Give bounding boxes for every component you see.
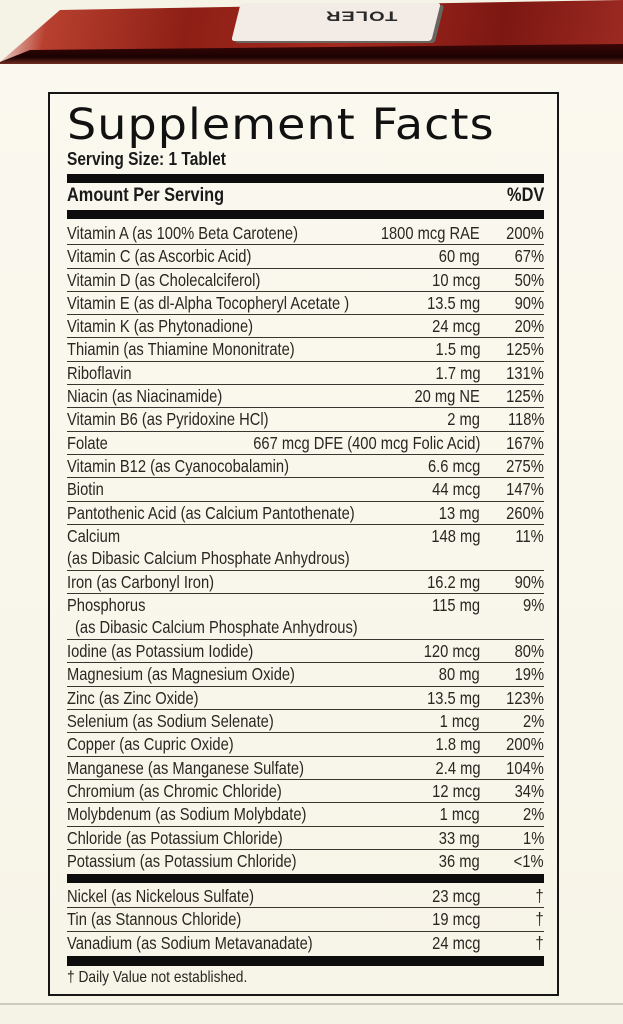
nutrient-amount: 13 mg [439, 502, 480, 523]
nutrient-row [67, 245, 544, 268]
nutrient-amount: 23 mcg [431, 886, 480, 907]
nutrient-row [67, 885, 544, 908]
nutrient-amount: 36 mg [439, 850, 480, 871]
nutrient-dv: 147% [506, 479, 544, 500]
nutrient-amount: 10 mcg [431, 269, 480, 290]
nutrient-dv: 90% [514, 292, 544, 313]
nutrient-name: Iodine (as Potassium Iodide) [67, 641, 254, 662]
thick-divider [67, 210, 544, 219]
nutrient-amount: 1 mcg [439, 711, 480, 732]
box-lid-label-text: TOLER [325, 8, 398, 24]
nutrient-amount: 1.7 mg [435, 362, 480, 383]
nutrient-row [67, 455, 544, 478]
nutrient-dv: † [535, 886, 544, 907]
nutrient-row [67, 780, 544, 803]
nutrient-row [67, 850, 544, 873]
nutrient-name: Potassium (as Potassium Chloride) [67, 850, 297, 871]
nutrient-name: Vitamin B6 (as Pyridoxine HCl) [67, 409, 269, 430]
other-nutrient-list [67, 885, 544, 955]
nutrient-name: Vanadium (as Sodium Metavanadate) [67, 932, 313, 953]
nutrient-amount: 1.5 mg [435, 339, 480, 360]
nutrient-list [67, 222, 544, 873]
nutrient-name: Calcium [67, 525, 121, 546]
nutrient-dv: 20% [514, 316, 544, 337]
nutrient-row [67, 932, 544, 955]
supplement-facts-title: Supplement Facts [67, 100, 495, 150]
nutrient-amount: 80 mg [439, 664, 480, 685]
nutrient-name: Iron (as Carbonyl Iron) [67, 571, 215, 592]
nutrient-row [67, 594, 544, 640]
nutrient-amount: 16.2 mg [426, 571, 480, 592]
nutrient-dv: 260% [506, 502, 544, 523]
nutrient-name: Zinc (as Zinc Oxide) [67, 687, 199, 708]
amount-per-serving-header: Amount Per Serving [67, 185, 225, 206]
nutrient-amount: 20 mg NE [414, 386, 480, 407]
nutrient-source: (as Dibasic Calcium Phosphate Anhydrous) [67, 547, 350, 568]
nutrient-name: Molybdenum (as Sodium Molybdate) [67, 804, 307, 825]
nutrient-dv: 1% [522, 827, 544, 848]
nutrient-name: Chromium (as Chromic Chloride) [67, 780, 282, 801]
nutrient-name: Biotin [67, 479, 104, 500]
nutrient-dv: 123% [506, 687, 544, 708]
nutrient-amount: 115 mg [432, 595, 480, 616]
serving-size: Serving Size: 1 Tablet [67, 149, 226, 169]
nutrient-name: Niacin (as Niacinamide) [67, 386, 223, 407]
nutrient-dv: 67% [514, 246, 544, 267]
nutrient-row [67, 432, 544, 455]
nutrient-amount: 60 mg [439, 246, 480, 267]
nutrient-amount: 44 mcg [431, 479, 480, 500]
nutrient-dv: 50% [514, 269, 544, 290]
nutrient-name: Vitamin C (as Ascorbic Acid) [67, 246, 252, 267]
nutrient-row [67, 385, 544, 408]
nutrient-row [67, 640, 544, 663]
box-bottom-edge [0, 1003, 623, 1005]
nutrient-name: Riboflavin [67, 362, 132, 383]
nutrient-row [67, 908, 544, 931]
nutrient-amount: 148 mg [430, 525, 480, 546]
nutrient-dv: 125% [506, 386, 544, 407]
nutrient-amount: 1800 mcg RAE [381, 223, 480, 243]
nutrient-amount: 1 mcg [439, 804, 480, 825]
nutrient-row [67, 269, 544, 292]
nutrient-name: Pantothenic Acid (as Calcium Pantothenate) [67, 502, 355, 523]
nutrient-dv: 275% [506, 455, 544, 476]
nutrient-name: Vitamin E (as dl-Alpha Tocopheryl Acetate ) [67, 292, 350, 313]
nutrient-row [67, 292, 544, 315]
nutrient-dv: 80% [514, 641, 544, 662]
nutrient-amount: 12 mcg [431, 780, 480, 801]
nutrient-dv: 200% [506, 734, 544, 755]
nutrient-amount: 13.5 mg [426, 292, 480, 313]
nutrient-row [67, 687, 544, 710]
nutrient-dv: † [535, 932, 544, 953]
nutrient-row [67, 571, 544, 594]
nutrient-amount: 1.8 mg [435, 734, 480, 755]
nutrient-row [67, 338, 544, 361]
nutrient-name: Folate [67, 432, 108, 453]
nutrient-name: Vitamin D (as Cholecalciferol) [67, 269, 261, 290]
nutrient-dv: 90% [514, 571, 544, 592]
nutrient-row [67, 827, 544, 850]
nutrient-row [67, 408, 544, 431]
nutrient-name: Vitamin K (as Phytonadione) [67, 316, 254, 337]
nutrient-name: Selenium (as Sodium Selenate) [67, 711, 274, 732]
nutrient-amount: 24 mcg [431, 932, 480, 953]
nutrient-amount: 6.6 mcg [427, 455, 480, 476]
nutrient-name: Thiamin (as Thiamine Mononitrate) [67, 339, 295, 360]
nutrient-dv: 131% [506, 362, 544, 383]
thick-divider [67, 874, 544, 883]
nutrient-dv: 125% [506, 339, 544, 360]
nutrient-row [67, 502, 544, 525]
nutrient-amount: 120 mcg [423, 641, 480, 662]
nutrient-name: Tin (as Stannous Chloride) [67, 909, 242, 930]
nutrient-row [67, 710, 544, 733]
nutrient-dv: 2% [522, 711, 544, 732]
nutrient-row [67, 222, 544, 245]
nutrient-name: Vitamin A (as 100% Beta Carotene) [67, 223, 298, 243]
nutrient-row [67, 362, 544, 385]
nutrient-dv: 9% [522, 595, 544, 616]
nutrient-row [67, 525, 544, 571]
nutrient-name: Vitamin B12 (as Cyanocobalamin) [67, 455, 289, 476]
supplement-facts-panel [48, 92, 559, 996]
nutrient-dv: † [535, 909, 544, 930]
nutrient-dv: 167% [506, 432, 544, 453]
nutrient-name: Nickel (as Nickelous Sulfate) [67, 886, 255, 907]
thick-divider [67, 956, 544, 966]
nutrient-dv: 200% [506, 223, 544, 243]
nutrient-row [67, 315, 544, 338]
nutrient-amount: 19 mcg [431, 909, 480, 930]
nutrient-name: Copper (as Cupric Oxide) [67, 734, 234, 755]
nutrient-amount: 24 mcg [431, 316, 480, 337]
footnote: † Daily Value not established. [67, 969, 248, 987]
nutrient-dv: 118% [507, 409, 544, 430]
nutrient-row [67, 757, 544, 780]
nutrient-name: Chloride (as Potassium Chloride) [67, 827, 283, 848]
percent-dv-header: %DV [506, 185, 544, 206]
column-header [67, 185, 544, 211]
nutrient-amount: 13.5 mg [426, 687, 480, 708]
nutrient-name: Phosphorus [67, 595, 146, 616]
nutrient-dv: 11% [515, 525, 544, 546]
nutrient-amount: 667 mcg DFE (400 mcg Folic Acid) [252, 432, 480, 453]
nutrient-dv: 19% [514, 664, 544, 685]
nutrient-amount: 2 mg [447, 409, 480, 430]
nutrient-row [67, 733, 544, 756]
nutrient-row [67, 663, 544, 686]
nutrient-row [67, 803, 544, 826]
nutrient-dv: 2% [522, 804, 544, 825]
nutrient-name: Magnesium (as Magnesium Oxide) [67, 664, 295, 685]
nutrient-row [67, 478, 544, 501]
nutrient-name: Manganese (as Manganese Sulfate) [67, 757, 304, 778]
nutrient-dv: 34% [514, 780, 544, 801]
nutrient-dv: <1% [514, 850, 544, 871]
nutrient-dv: 104% [506, 757, 544, 778]
nutrient-amount: 2.4 mg [435, 757, 480, 778]
thick-divider [67, 174, 544, 183]
nutrient-amount: 33 mg [439, 827, 480, 848]
nutrient-source: (as Dibasic Calcium Phosphate Anhydrous) [75, 617, 358, 638]
